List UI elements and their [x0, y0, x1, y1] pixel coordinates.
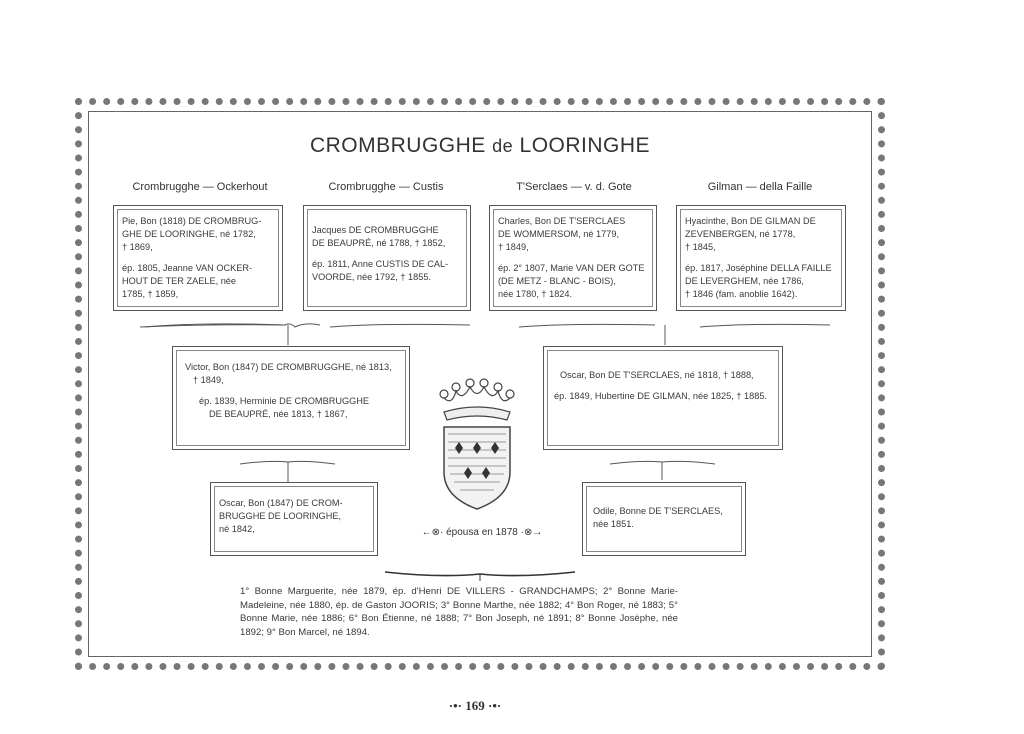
- branch-heading-2: Crombrugghe — Custis: [328, 181, 444, 193]
- box-text: ép. 1817, Joséphine DELLA FAILLE: [685, 263, 832, 273]
- page-ornament-left-icon: ·•·: [448, 698, 462, 713]
- ornament-left-icon: ←⊗·: [421, 527, 444, 538]
- box-text: ép. 1849, Hubertine DE GILMAN, née 1825, † 1885.: [554, 391, 767, 401]
- box-text: ZEVENBERGEN, né 1778,: [685, 229, 796, 239]
- box-text: VOORDE, née 1792, † 1855.: [312, 272, 432, 282]
- page-number-value: 169: [465, 698, 485, 713]
- box-text: † 1845,: [685, 242, 716, 252]
- box-text: né 1842,: [219, 524, 255, 534]
- box-text: DE LEVERGHEM, née 1786,: [685, 276, 804, 286]
- box-text: Oscar, Bon (1847) DE CROM-: [219, 498, 343, 508]
- descendants-brace: [380, 570, 580, 582]
- title-name: LOORINGHE: [519, 134, 651, 157]
- box-text: Victor, Bon (1847) DE CROMBRUGGHE, né 1813,: [185, 362, 392, 372]
- box-text: ép. 1805, Jeanne VAN OCKER-: [122, 263, 253, 273]
- box-text: Jacques DE CROMBRUGGHE: [312, 225, 439, 235]
- box-text: née 1851.: [593, 519, 634, 529]
- box-text: Pie, Bon (1818) DE CROMBRUG-: [122, 216, 262, 226]
- box-text: † 1849,: [498, 242, 529, 252]
- page-ornament-right-icon: ·•·: [488, 698, 502, 713]
- box-text: 1785, † 1859,: [122, 289, 179, 299]
- box-text: † 1869,: [122, 242, 153, 252]
- box-text: Charles, Bon DE T'SERCLAES: [498, 216, 626, 226]
- marriage-text: épousa en 1878: [446, 527, 518, 538]
- couple-box-victor-herminie: [172, 346, 410, 450]
- title-main: CROMBRUGGHE: [309, 134, 486, 157]
- coat-of-arms: [432, 372, 522, 512]
- branch-heading-4: Gilman — della Faille: [707, 181, 813, 193]
- box-text: née 1780, † 1824.: [498, 289, 573, 299]
- box-text: † 1849,: [193, 375, 224, 385]
- box-text: Odile, Bonne DE T'SERCLAES,: [593, 506, 723, 516]
- branch-heading-1: Crombrugghe — Ockerhout: [132, 181, 268, 193]
- box-text: DE BEAUPRÉ, né 1788, † 1852,: [312, 238, 446, 248]
- branch-heading-3: T'Serclaes — v. d. Gote: [516, 181, 632, 193]
- title-de: de: [492, 136, 514, 156]
- page-number: [440, 698, 510, 714]
- box-text: GHE DE LOORINGHE, né 1782,: [122, 229, 256, 239]
- box-text: (DE METZ - BLANC - BOIS),: [498, 276, 616, 286]
- box-text: Oscar, Bon DE T'SERCLAES, né 1818, † 1888,: [560, 370, 754, 380]
- couple-box-oscar-hubertine: [543, 346, 783, 450]
- box-text: ép. 1811, Anne CUSTIS DE CAL-: [312, 259, 449, 269]
- box-text: BRUGGHE DE LOORINGHE,: [219, 511, 342, 521]
- person-box-oscar: [210, 482, 378, 556]
- descendants-list: 1° Bonne Marguerite, née 1879, ép. d'Henri DE VILLERS - GRANDCHAMPS; 2° Bonne Marie-Madeleine, née 1880, ép. de Gaston JOORIS; 3° Bonne Marthe, née 1882; 4° Bon Roger, né 1883; 5° Bonne Marie, née 1886; 6° Bon Étienne, né 1888; 7° Bon Joseph, né 1891; 8° Bonne Josèphe, née 1892; 9° Bon Marcel, né 1894.: [240, 586, 678, 638]
- box-text: DE BEAUPRÉ, née 1813, † 1867,: [209, 409, 348, 419]
- marriage-caption: [412, 527, 552, 538]
- box-text: ép. 1839, Herminie DE CROMBRUGGHE: [199, 396, 370, 406]
- box-text: DE WOMMERSOM, né 1779,: [498, 229, 619, 239]
- ornament-right-icon: ·⊗→: [520, 527, 543, 538]
- box-text: HOUT DE TER ZAELE, née: [122, 276, 237, 286]
- box-text: ép. 2° 1807, Marie VAN DER GOTE: [498, 263, 645, 273]
- person-box-odile: [582, 482, 746, 556]
- box-text: Hyacinthe, Bon DE GILMAN DE: [685, 216, 816, 226]
- box-text: † 1846 (fam. anoblie 1642).: [685, 289, 798, 299]
